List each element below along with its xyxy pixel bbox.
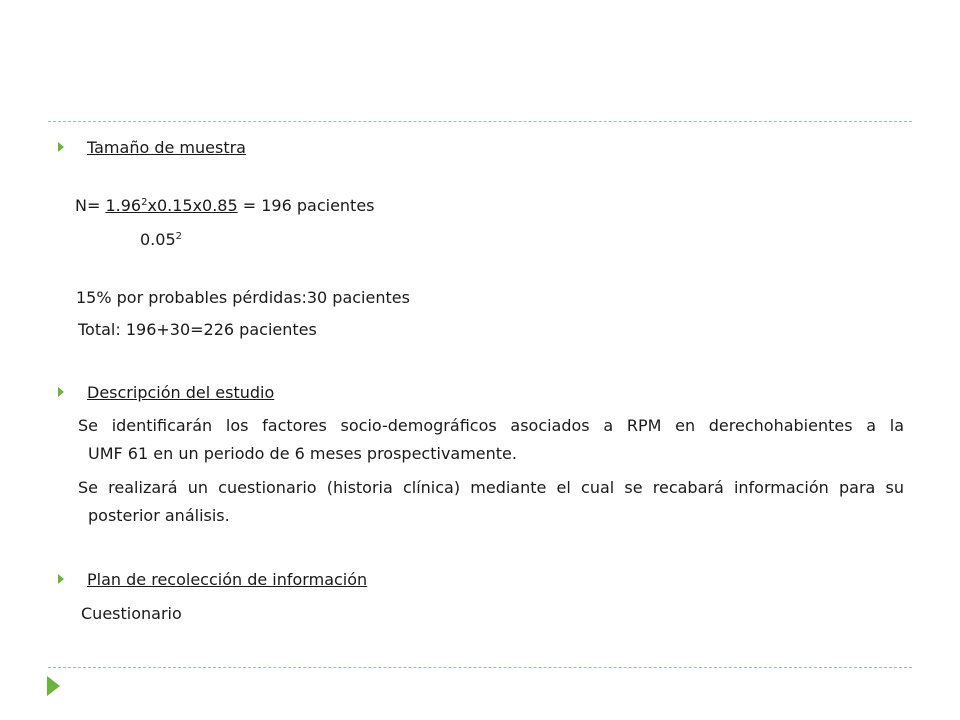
sample-size-formula — [75, 196, 375, 215]
bottom-divider — [48, 667, 912, 668]
bullet-arrow-icon — [58, 387, 64, 397]
denominator-base: 0.05 — [140, 230, 176, 249]
denominator-exponent: 2 — [175, 231, 182, 242]
bullet-arrow-icon — [58, 574, 64, 584]
formula-result: = 196 pacientes — [242, 196, 375, 215]
section-heading-sample-size: Tamaño de muestra — [87, 138, 246, 157]
bullet-arrow-icon — [58, 142, 64, 152]
formula-numerator — [105, 196, 237, 215]
section-heading-data-collection: Plan de recolección de información — [87, 570, 368, 589]
losses-text: 15% por probables pérdidas:30 pacientes — [76, 288, 410, 307]
study-description-paragraph-1 — [78, 412, 904, 468]
paragraph-1-line-2: UMF 61 en un periodo de 6 meses prospectivamente. — [88, 444, 517, 463]
paragraph-2-line-2: posterior análisis. — [88, 506, 230, 525]
numerator-rest: x0.15x0.85 — [147, 196, 238, 215]
formula-denominator — [140, 230, 182, 249]
study-description-paragraph-2 — [78, 474, 904, 530]
numerator-base: 1.96 — [105, 196, 142, 215]
slide-corner-arrow-icon — [47, 676, 60, 696]
numerator-exponent: 2 — [141, 197, 148, 208]
total-text: Total: 196+30=226 pacientes — [78, 320, 317, 339]
top-divider — [48, 121, 912, 122]
formula-prefix: N= — [75, 196, 101, 215]
data-collection-item: Cuestionario — [81, 604, 182, 623]
paragraph-2-line-1: Se realizará un cuestionario (historia clínica) mediante el cual se recabará información para su — [78, 478, 904, 497]
paragraph-1-line-1: Se identificarán los factores socio-demográficos asociados a RPM en derechohabientes a la — [78, 416, 904, 435]
section-heading-study-description: Descripción del estudio — [87, 383, 275, 402]
